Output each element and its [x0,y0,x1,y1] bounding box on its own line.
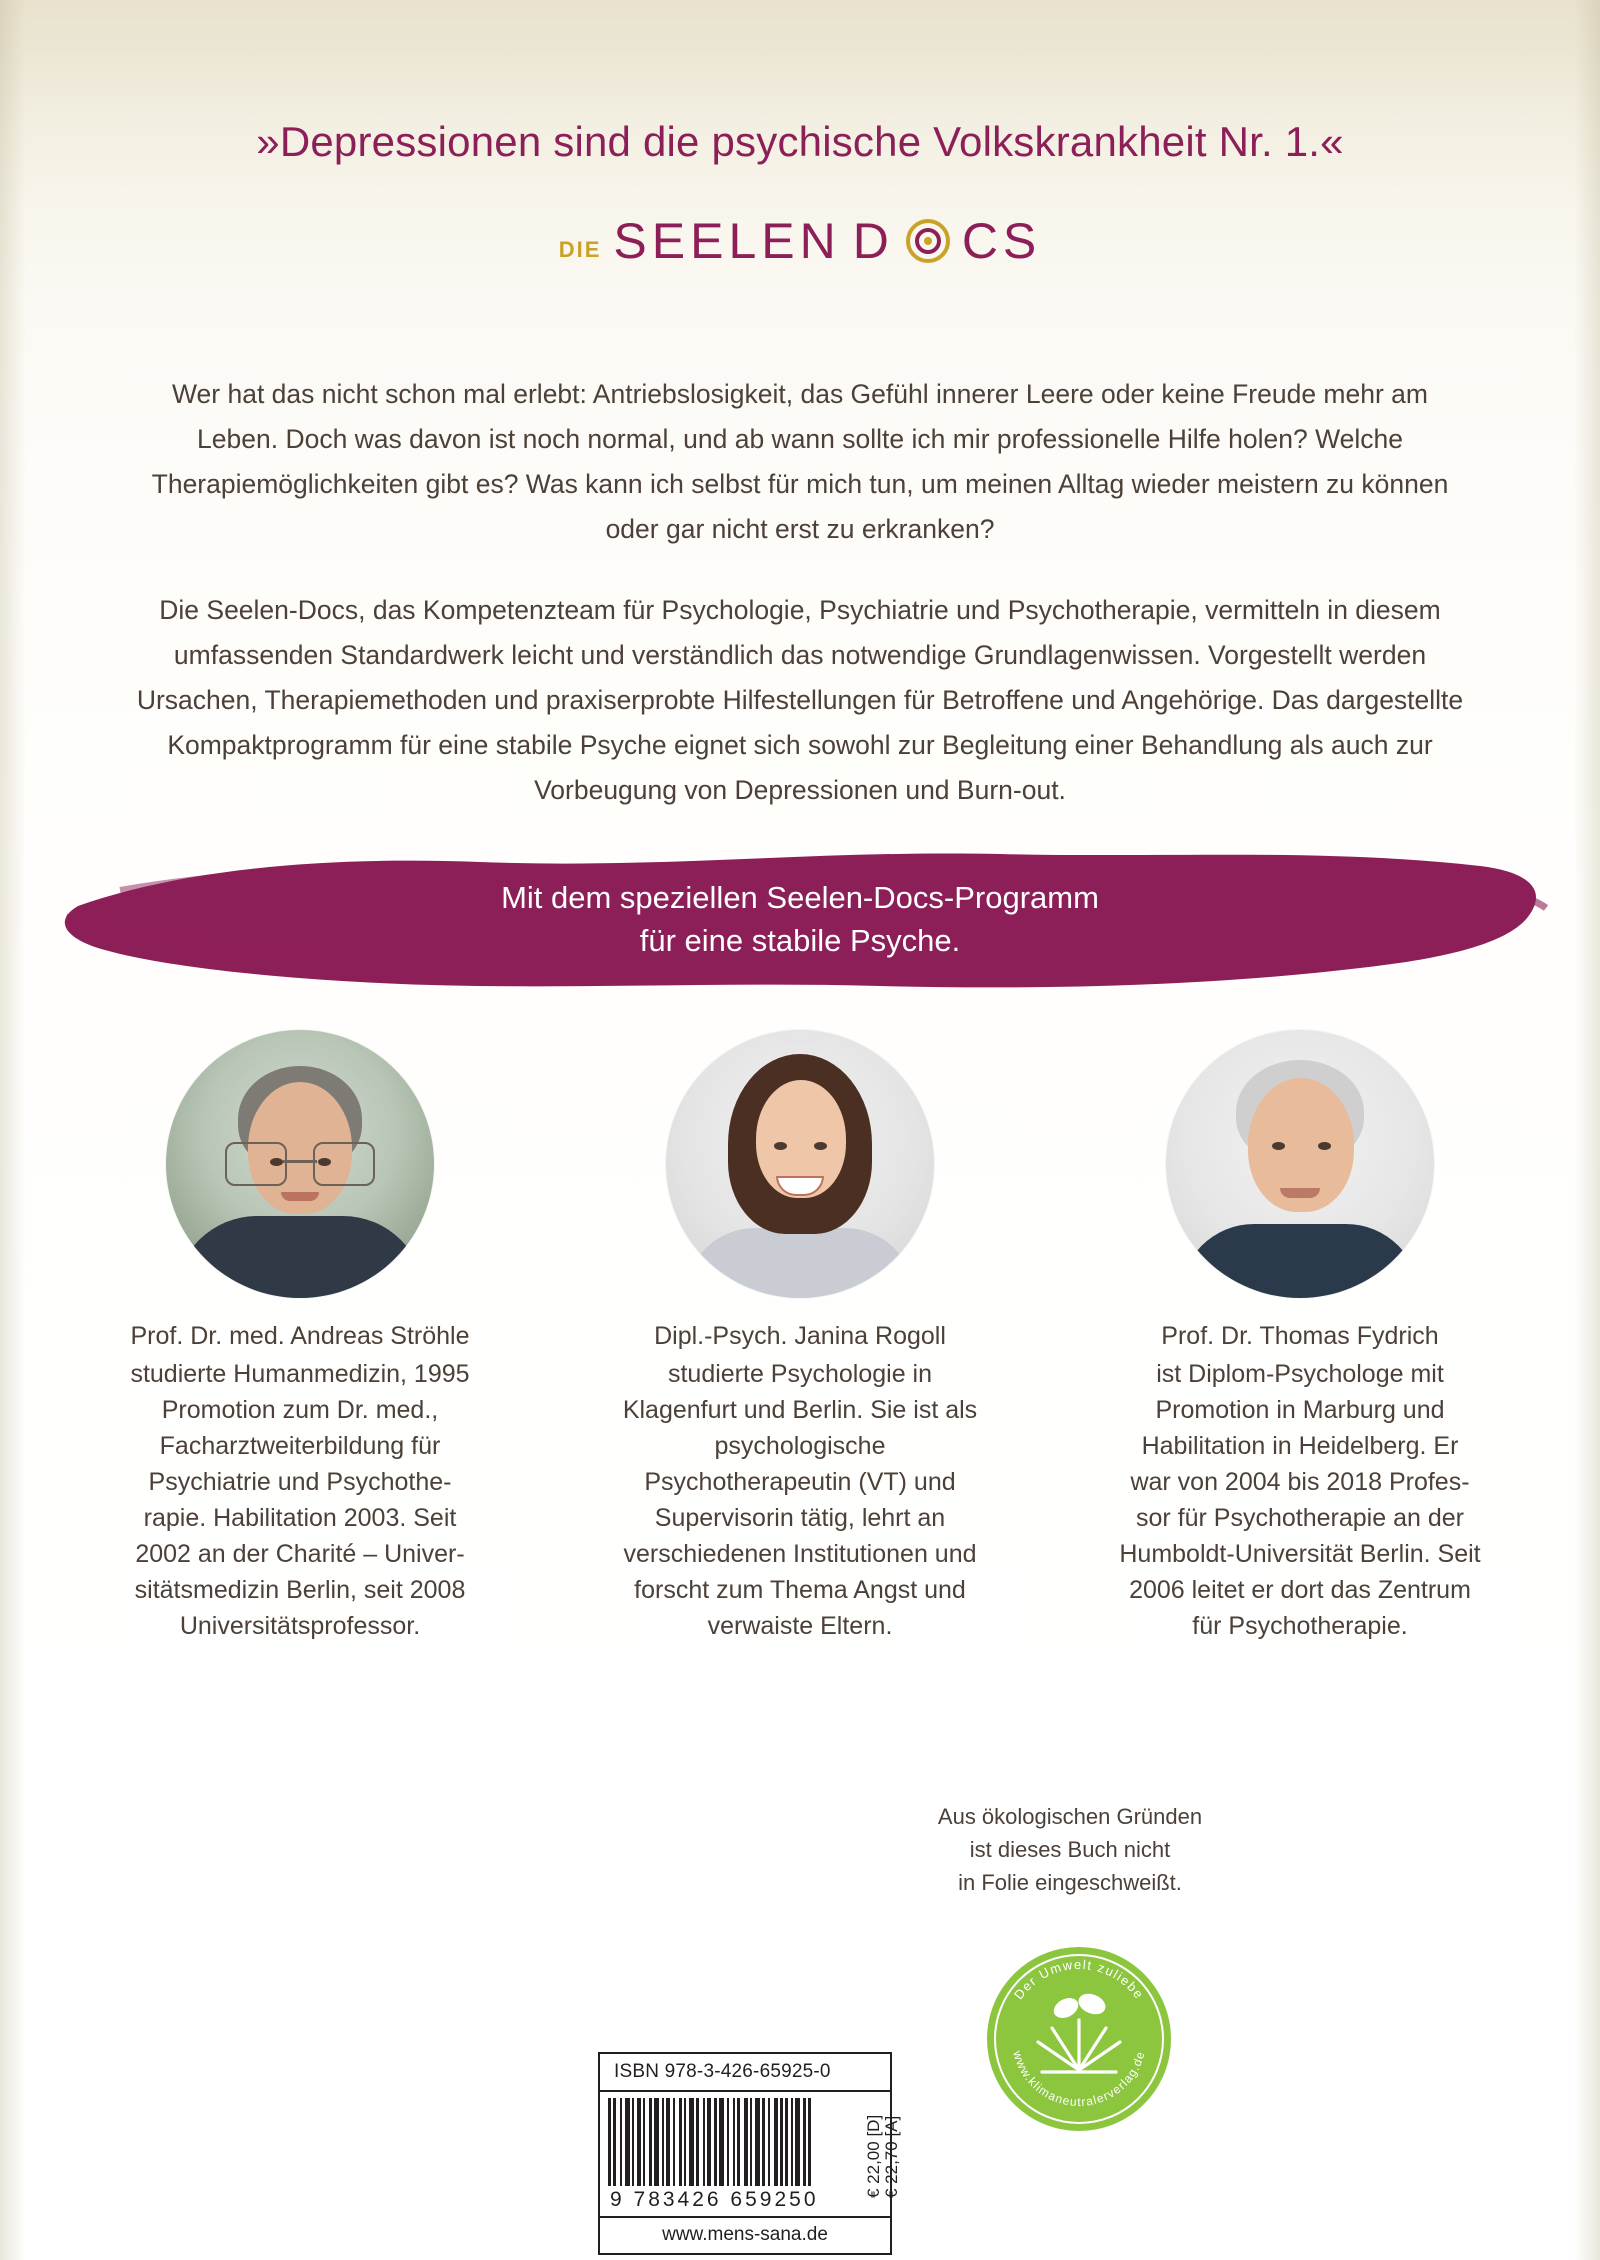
price-at: € 22,70 [A] [882,2115,901,2198]
author-bio: studierte Humanmedizin, 1995 Promotion zum Dr. med., Facharztweiterbildung für Psychiatrie und Psychothe-rapie. Habilitation 2003. Seit 2002 an der Charité – Univer-sitätsmedizin Berlin, seit 2008 Universitätsprofessor. [130,1360,470,1640]
eco-note [800,1800,1340,1899]
banner-line-1: Mit dem speziellen Seelen-Docs-Programm [501,880,1099,915]
brand-logo [0,212,1600,270]
author-name: Prof. Dr. Thomas Fydrich [1161,1322,1439,1350]
eco-note-line-3: in Folie eingeschweißt. [958,1870,1182,1895]
eco-note-line-1: Aus ökologischen Gründen [937,1804,1203,1829]
author-bio: ist Diplom-Psychologe mit Promotion in Marburg und Habilitation in Heidelberg. Er war von 2004 bis 2018 Profes-sor für Psychotherapie an der Humboldt-Universität Berlin. Seit 2006 leitet er dort das Zentrum für Psychotherapie. [1119,1360,1481,1640]
svg-text:www.klimaneutralerverlag.de: www.klimaneutralerverlag.de [1010,2049,1148,2110]
svg-text:Der Umwelt zuliebe: Der Umwelt zuliebe [1010,1956,1148,2003]
logo-prefix: DIE [558,237,602,262]
logo-word-docs-d: D [852,213,894,269]
author-name: Dipl.-Psych. Janina Rogoll [654,1322,946,1350]
eco-note-line-2: ist dieses Buch nicht [969,1837,1171,1862]
paper-edge-right [1574,0,1600,2260]
author-portrait-photo [166,1030,434,1298]
author-portrait-photo [666,1030,934,1298]
barcode-body [600,2092,901,2216]
author-card [590,1030,1010,1644]
logo-word-docs-cs: CS [961,213,1042,269]
paper-edge-left [0,0,26,2260]
cover-headline: »Depressionen sind die psychische Volkskrankheit Nr. 1.« [256,118,1344,165]
price-de: € 22,00 [D] [864,2114,883,2198]
authors-section [90,1030,1510,1644]
author-name: Prof. Dr. med. Andreas Ströhle [130,1322,470,1350]
banner-line-2: für eine stabile Psyche. [639,923,961,958]
author-bio: studierte Psychologie in Klagenfurt und Berlin. Sie ist als psychologische Psychotherapeutin (VT) und Supervisorin tätig, lehrt an verschiedenen Institutionen und forscht zum Thema Angst und verwaiste Eltern. [622,1360,978,1640]
author-card [90,1030,510,1644]
isbn-text: ISBN 978-3-426-65925-0 [600,2054,890,2092]
author-card [1090,1030,1510,1644]
ean-bars [608,2098,840,2186]
ean-number: 9 783426 659250 [610,2188,819,2211]
banner-text [0,876,1600,962]
publisher-website: www.mens-sana.de [600,2216,890,2253]
blurb-paragraph-1: Wer hat das nicht schon mal erlebt: Antriebslosigkeit, das Gefühl innerer Leere oder keine Freude mehr am Leben. Doch was davon ist noch normal, und ab wann sollte ich mir professionelle Hilfe holen? Welche Therapiemöglichkeiten gibt es? Was kann ich selbst für mich tun, um meinen Alltag wieder meistern zu können oder gar nicht erst zu erkranken? [151,379,1449,544]
eco-seal [982,1942,1176,2136]
blurb-paragraph-2: Die Seelen-Docs, das Kompetenzteam für Psychologie, Psychiatrie und Psychotherapie, vermitteln in diesem umfassenden Standardwerk leicht und verständlich das notwendige Grundlagenwissen. Vorgestellt werden Ursachen, Therapiemethoden und praxiserprobte Hilfestellungen für Betroffene und Angehörige. Das dargestellte Kompaktprogramm für eine stabile Psyche eignet sich sowohl zur Begleitung einer Behandlung als auch zur Vorbeugung von Depressionen und Burn-out. [136,595,1464,805]
logo-word-seelen: SEELEN [613,213,841,269]
author-portrait-photo [1166,1030,1434,1298]
price-box [848,2096,901,2206]
barcode-block [598,2052,901,2255]
logo-circle-icon [906,219,950,263]
